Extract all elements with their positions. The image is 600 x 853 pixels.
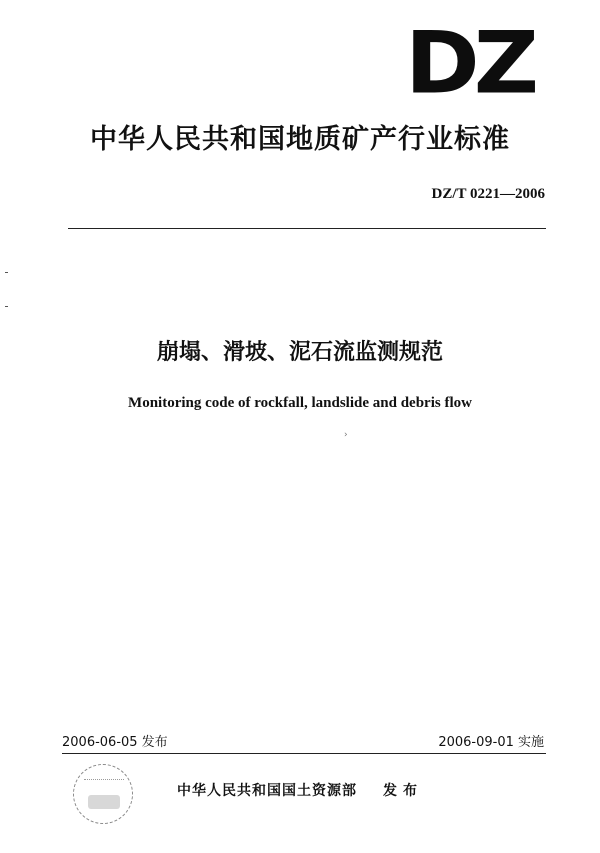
implementation-date: 2006-09-01 实施 — [438, 735, 544, 750]
document-title-english: Monitoring code of rockfall, landslide and debris flow — [128, 395, 472, 411]
document-title-chinese: 崩塌、滑坡、泥石流监测规范 — [156, 340, 443, 365]
scan-speck: › — [344, 430, 348, 440]
margin-tick — [5, 272, 8, 273]
standard-code: DZ/T 0221—2006 — [431, 186, 545, 202]
org-standard-title: 中华人民共和国地质矿产行业标准 — [90, 124, 510, 155]
issue-date: 2006-06-05 发布 — [62, 735, 168, 750]
footer-divider — [62, 753, 546, 754]
issuer-action: 发布 — [383, 783, 423, 799]
margin-tick — [5, 306, 8, 307]
dz-logo: DZ — [405, 13, 533, 114]
issuer-block — [0, 781, 600, 801]
header-divider — [68, 228, 546, 229]
issuer-name: 中华人民共和国国土资源部 — [177, 783, 357, 799]
